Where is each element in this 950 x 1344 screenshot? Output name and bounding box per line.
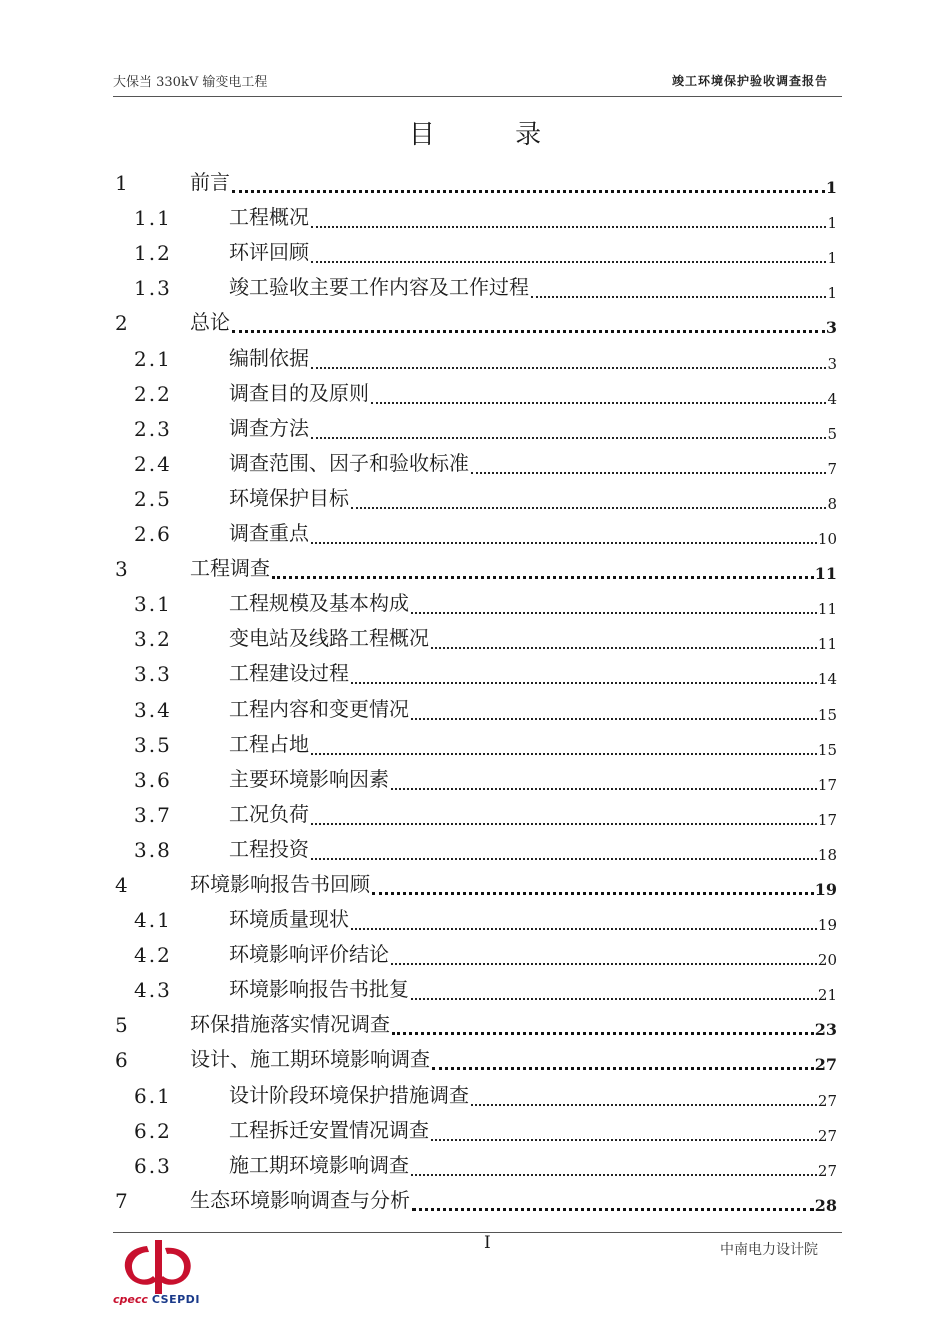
toc-entry-page: 28 <box>814 1195 837 1215</box>
toc-dot-leader <box>311 858 817 860</box>
toc-dot-leader <box>411 998 817 1000</box>
toc-entry[interactable] <box>113 1146 837 1181</box>
toc-entry-page: 15 <box>817 705 837 724</box>
toc-entry-title: 工程拆迁安置情况调查 <box>229 1117 429 1142</box>
header-divider <box>113 96 842 97</box>
toc-dot-leader <box>232 330 825 333</box>
toc-entry-number: 3 <box>115 557 128 582</box>
toc-entry[interactable] <box>113 900 837 935</box>
toc-dot-leader <box>431 1139 817 1141</box>
toc-entry-title: 环境影响报告书回顾 <box>190 871 370 896</box>
toc-dot-leader <box>351 507 826 509</box>
toc-entry-number: 4 <box>115 872 128 897</box>
toc-entry[interactable] <box>113 725 837 760</box>
toc-dot-leader <box>391 788 817 790</box>
toc-entry[interactable] <box>113 163 837 198</box>
toc-entry-page: 7 <box>827 459 837 478</box>
toc-dot-leader <box>351 928 817 930</box>
toc-entry-number: 3.2 <box>134 627 172 652</box>
toc-dot-leader <box>411 1174 817 1176</box>
toc-entry-page: 5 <box>827 424 837 443</box>
toc-entry-title: 环境影响报告书批复 <box>229 977 409 1002</box>
toc-entry[interactable] <box>113 689 837 724</box>
logo-wordmark-cpecc: cpecc <box>113 1293 148 1306</box>
toc-entry-number: 2.4 <box>134 451 172 476</box>
toc-entry-title: 变电站及线路工程概况 <box>229 626 429 651</box>
toc-entry-page: 3 <box>827 354 837 373</box>
toc-dot-leader <box>311 753 817 755</box>
toc-entry[interactable] <box>113 233 837 268</box>
toc-entry[interactable] <box>113 1040 837 1075</box>
toc-entry-page: 27 <box>817 1161 837 1180</box>
toc-entry-number: 4.2 <box>134 943 172 968</box>
toc-entry[interactable] <box>113 374 837 409</box>
toc-entry-number: 2 <box>115 311 128 336</box>
toc-entry-title: 环境影响评价结论 <box>229 942 389 967</box>
toc-entry-page: 1 <box>827 214 837 233</box>
toc-entry-title: 设计阶段环境保护措施调查 <box>229 1082 469 1107</box>
logo-wordmark-csepdi: CSEPDI <box>151 1293 200 1306</box>
toc-entry[interactable] <box>113 1111 837 1146</box>
toc-dot-leader <box>411 718 817 720</box>
toc-entry[interactable] <box>113 865 837 900</box>
toc-entry-title: 工程建设过程 <box>229 661 349 686</box>
toc-entry-number: 3.1 <box>134 592 172 617</box>
toc-entry-title: 主要环境影响因素 <box>229 766 389 791</box>
toc-entry-title: 环保措施落实情况调查 <box>190 1012 390 1037</box>
toc-entry-number: 3.8 <box>134 837 172 862</box>
toc-entry-page: 19 <box>817 916 837 935</box>
toc-entry-number: 3.4 <box>134 697 172 722</box>
toc-entry-number: 1.2 <box>134 241 172 266</box>
toc-entry-title: 工程内容和变更情况 <box>229 696 409 721</box>
toc-entry-number: 2.3 <box>134 416 172 441</box>
toc-entry[interactable] <box>113 549 837 584</box>
toc-entry-title: 工程占地 <box>229 731 309 756</box>
toc-entry-page: 15 <box>817 740 837 759</box>
toc-entry-title: 总论 <box>190 310 230 335</box>
toc-entry[interactable] <box>113 1075 837 1110</box>
toc-entry[interactable] <box>113 654 837 689</box>
toc-entry-title: 工况负荷 <box>229 801 309 826</box>
toc-entry-title: 生态环境影响调查与分析 <box>190 1187 410 1212</box>
toc-entry-page: 27 <box>814 1055 837 1075</box>
toc-entry-number: 2.6 <box>134 522 172 547</box>
toc-entry[interactable] <box>113 198 837 233</box>
toc-dot-leader <box>232 190 825 193</box>
toc-dot-leader <box>311 367 826 369</box>
toc-entry-page: 11 <box>817 600 837 619</box>
toc-dot-leader <box>311 261 826 263</box>
toc-entry-number: 3.5 <box>134 732 172 757</box>
toc-entry-number: 4.1 <box>134 908 172 933</box>
toc-entry-page: 11 <box>814 564 837 584</box>
logo-wordmark <box>113 1293 200 1306</box>
toc-entry-title: 施工期环境影响调查 <box>229 1152 409 1177</box>
toc-entry-number: 2.1 <box>134 346 172 371</box>
toc-entry-title: 设计、施工期环境影响调查 <box>190 1047 430 1072</box>
header-project-name: 大保当 330kV 输变电工程 <box>113 75 268 90</box>
toc-entry[interactable] <box>113 479 837 514</box>
toc-entry-number: 1.1 <box>134 206 172 231</box>
footer-divider <box>113 1232 842 1233</box>
toc-dot-leader <box>411 612 817 614</box>
toc-entry-title: 竣工验收主要工作内容及工作过程 <box>229 275 529 300</box>
toc-dot-leader <box>471 1104 817 1106</box>
toc-entry-number: 3.3 <box>134 662 172 687</box>
toc-entry-number: 2.5 <box>134 486 172 511</box>
toc-entry-title: 工程概况 <box>229 205 309 230</box>
toc-dot-leader <box>311 823 817 825</box>
toc-dot-leader <box>432 1067 814 1070</box>
toc-entry[interactable] <box>113 760 837 795</box>
toc-dot-leader <box>431 647 817 649</box>
toc-entry-number: 1.3 <box>134 276 172 301</box>
toc-entry[interactable] <box>113 619 837 654</box>
toc-entry-title: 调查重点 <box>229 521 309 546</box>
toc-entry-page: 14 <box>817 670 837 689</box>
toc-entry[interactable] <box>113 268 837 303</box>
toc-entry-page: 23 <box>814 1020 837 1040</box>
toc-dot-leader <box>311 226 826 228</box>
toc-entry-title: 前言 <box>190 170 230 195</box>
toc-entry-title: 环境质量现状 <box>229 907 349 932</box>
toc-entry-title: 调查目的及原则 <box>229 380 369 405</box>
toc-dot-leader <box>272 576 814 579</box>
toc-entry-number: 2.2 <box>134 381 172 406</box>
toc-entry[interactable] <box>113 338 837 373</box>
toc-entry[interactable] <box>113 795 837 830</box>
toc-entry-number: 7 <box>115 1188 128 1213</box>
toc-entry-page: 8 <box>827 494 837 513</box>
toc-entry-page: 17 <box>817 775 837 794</box>
toc-dot-leader <box>311 437 826 439</box>
toc-entry-page: 18 <box>817 845 837 864</box>
toc-entry-title: 工程规模及基本构成 <box>229 591 409 616</box>
toc-entry[interactable] <box>113 1005 837 1040</box>
table-of-contents <box>113 163 837 1216</box>
toc-dot-leader <box>371 402 826 404</box>
toc-entry-page: 19 <box>814 879 837 899</box>
toc-entry-title: 环境保护目标 <box>229 485 349 510</box>
toc-entry-number: 6 <box>115 1048 128 1073</box>
toc-entry-number: 6.2 <box>134 1118 172 1143</box>
toc-entry[interactable] <box>113 303 837 338</box>
toc-entry-page: 11 <box>817 635 837 654</box>
toc-entry[interactable] <box>113 1181 837 1216</box>
toc-dot-leader <box>391 963 817 965</box>
toc-entry[interactable] <box>113 830 837 865</box>
toc-entry-title: 编制依据 <box>229 345 309 370</box>
toc-entry-page: 10 <box>817 530 837 549</box>
toc-dot-leader <box>531 296 826 298</box>
toc-entry-title: 环评回顾 <box>229 240 309 265</box>
toc-entry-page: 4 <box>827 389 837 408</box>
toc-entry-title: 工程投资 <box>229 836 309 861</box>
page-number: I <box>484 1233 491 1253</box>
toc-entry[interactable] <box>113 970 837 1005</box>
toc-entry-title: 调查范围、因子和验收标准 <box>229 450 469 475</box>
toc-entry-number: 3.7 <box>134 802 172 827</box>
toc-entry-number: 4.3 <box>134 978 172 1003</box>
toc-dot-leader <box>372 892 814 895</box>
toc-entry-page: 17 <box>817 810 837 829</box>
page-title: 目 录 <box>408 120 578 150</box>
toc-entry-number: 6.3 <box>134 1153 172 1178</box>
toc-dot-leader <box>412 1208 814 1211</box>
toc-entry-title: 调查方法 <box>229 415 309 440</box>
toc-entry-number: 3.6 <box>134 767 172 792</box>
toc-dot-leader <box>351 682 817 684</box>
header-report-title: 竣工环境保护验收调查报告 <box>671 74 828 88</box>
toc-entry-page: 1 <box>825 178 837 198</box>
toc-entry[interactable] <box>113 584 837 619</box>
toc-entry-page: 1 <box>827 284 837 303</box>
toc-entry-page: 1 <box>827 249 837 268</box>
toc-dot-leader <box>311 542 817 544</box>
toc-entry-page: 27 <box>817 1126 837 1145</box>
toc-entry-number: 6.1 <box>134 1083 172 1108</box>
toc-entry[interactable] <box>113 514 837 549</box>
toc-entry-title: 工程调查 <box>190 556 270 581</box>
toc-entry-page: 27 <box>817 1091 837 1110</box>
toc-entry-page: 3 <box>825 318 837 338</box>
toc-entry-number: 1 <box>115 171 128 196</box>
toc-entry[interactable] <box>113 935 837 970</box>
toc-dot-leader <box>471 472 826 474</box>
toc-dot-leader <box>392 1032 814 1035</box>
footer-organization: 中南电力设计院 <box>720 1242 818 1258</box>
toc-entry[interactable] <box>113 409 837 444</box>
toc-entry-page: 21 <box>817 986 837 1005</box>
toc-entry-number: 5 <box>115 1013 128 1038</box>
toc-entry[interactable] <box>113 444 837 479</box>
toc-entry-page: 20 <box>817 951 837 970</box>
